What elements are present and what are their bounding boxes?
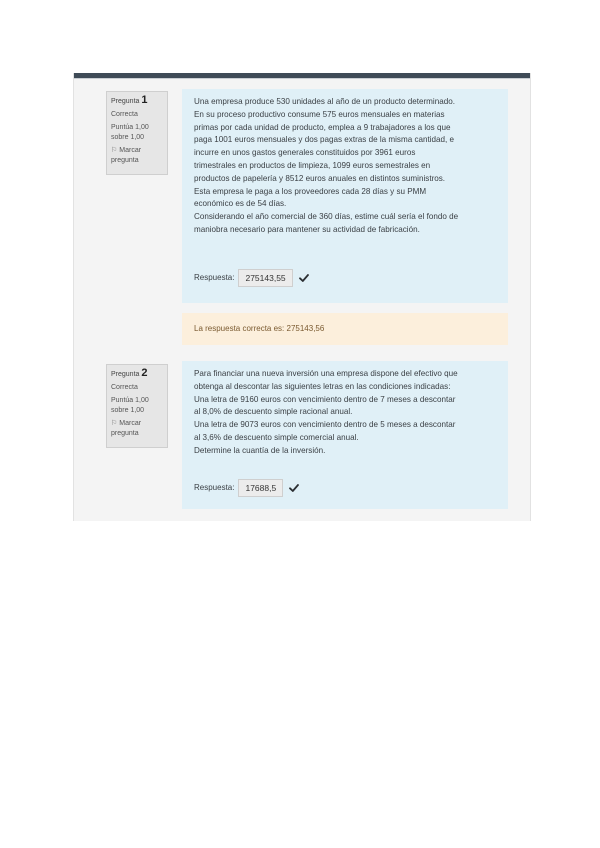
question-text-line: En su proceso productivo consume 575 euros mensuales en materias: [194, 109, 445, 119]
question-2-info: [106, 364, 168, 448]
question-text-line: al 8,0% de descuento simple racional anual.: [194, 407, 353, 417]
answer-label: Respuesta:: [194, 482, 235, 492]
question-text-line: al 3,6% de descuento simple comercial anual.: [194, 432, 359, 442]
question-score-line2: sobre 1,00: [111, 134, 145, 141]
flag-question-link[interactable]: [111, 146, 163, 156]
check-icon: [289, 483, 299, 493]
answer-input[interactable]: 17688,5: [238, 479, 283, 497]
question-1-content: [182, 89, 508, 303]
question-2-content: [182, 361, 508, 509]
question-text-line: primas por cada unidad de producto, emplea a 9 trabajadores a los que: [194, 122, 451, 132]
question-text-line: paga 1001 euros mensuales y dos pagas extras de la misma cantidad, e: [194, 135, 455, 145]
question-score-line1: Puntúa 1,00: [111, 397, 149, 404]
answer-label: Respuesta:: [194, 272, 235, 282]
question-label: Pregunta: [111, 98, 140, 105]
quiz-review-screenshot: [73, 73, 531, 521]
question-text-line: Una letra de 9073 euros con vencimiento dentro de 5 meses a descontar: [194, 420, 456, 430]
question-text-line: incurre en unos gastos generales constituidos por 3961 euros: [194, 148, 416, 158]
question-text-line: obtenga al descontar las siguientes letras en las condiciones indicadas:: [194, 381, 451, 391]
question-1-info: [106, 91, 168, 175]
question-text-line: maniobra necesario para mantener su actividad de fabricación.: [194, 224, 420, 234]
question-text-line: económico es de 54 días.: [194, 199, 287, 209]
question-text-line: Una empresa produce 530 unidades al año de un producto determinado.: [194, 97, 455, 106]
flag-icon: ⚐: [111, 420, 118, 427]
answer-input[interactable]: 275143,55: [238, 269, 292, 287]
check-icon: [299, 273, 309, 283]
question-status: Correcta: [111, 111, 138, 118]
flag-label-line1: Marcar: [119, 420, 142, 427]
flag-question-link[interactable]: [111, 419, 163, 429]
question-number: 1: [141, 94, 148, 106]
navbar-divider: [74, 78, 530, 79]
correct-answer-feedback: La respuesta correcta es: 275143,56: [182, 313, 508, 345]
question-text-line: Determine la cuantía de la inversión.: [194, 445, 326, 455]
answer-row: [194, 479, 299, 497]
question-1-text: [194, 96, 496, 237]
question-text-line: productos de papelería y 8512 euros anuales en distintos suministros.: [194, 173, 446, 183]
question-text-line: Considerando el año comercial de 360 días, estime cuál sería el fondo de: [194, 212, 459, 222]
question-text-line: Para financiar una nueva inversión una empresa dispone del efectivo que: [194, 369, 458, 378]
question-text-line: trimestrales en productos de limpieza, 1099 euros semestrales en: [194, 160, 431, 170]
question-text-line: Una letra de 9160 euros con vencimiento dentro de 7 meses a descontar: [194, 394, 456, 404]
question-score-line1: Puntúa 1,00: [111, 124, 149, 131]
flag-label-line1: Marcar: [119, 147, 142, 154]
flag-label-line2: pregunta: [111, 430, 139, 437]
question-number: 2: [141, 367, 148, 379]
flag-label-line2: pregunta: [111, 157, 139, 164]
question-text-line: Esta empresa le paga a los proveedores cada 28 días y su PMM: [194, 186, 427, 196]
question-2-text: [194, 368, 496, 458]
question-status: Correcta: [111, 384, 138, 391]
answer-row: [194, 269, 309, 287]
flag-icon: ⚐: [111, 147, 118, 154]
question-label: Pregunta: [111, 371, 140, 378]
question-score-line2: sobre 1,00: [111, 407, 145, 414]
